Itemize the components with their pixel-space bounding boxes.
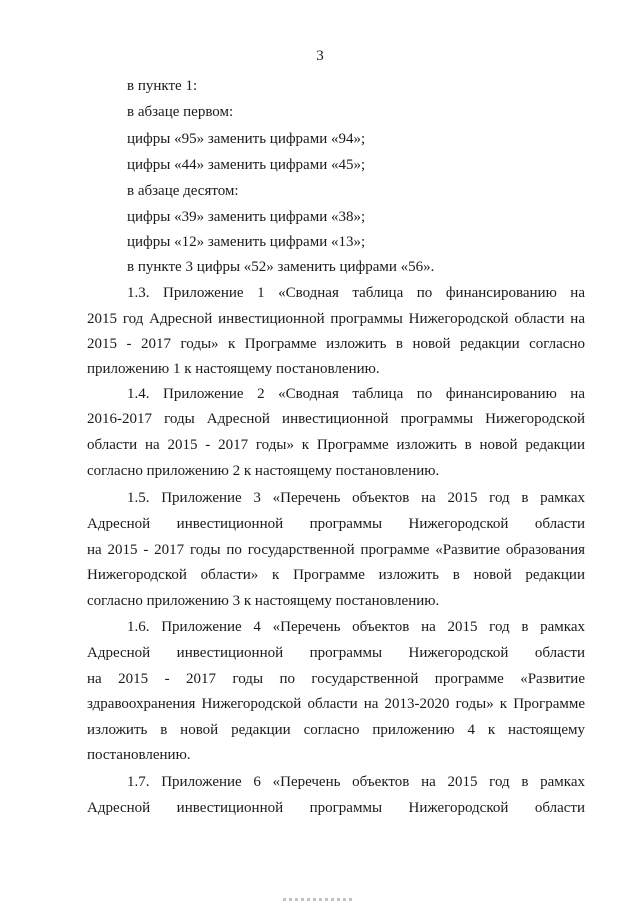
instruction-line: цифры «95» заменить цифрами «94»; bbox=[127, 131, 366, 147]
paragraph-line: 1.6. Приложение 4 «Перечень объектов на 2015 год в рамках bbox=[127, 619, 585, 635]
paragraph-line: изложить в новой редакции согласно приложению 4 к настоящему bbox=[87, 722, 585, 738]
paragraph-line: 1.7. Приложение 6 «Перечень объектов на 2015 год в рамках bbox=[127, 774, 585, 790]
instruction-line: цифры «44» заменить цифрами «45»; bbox=[127, 157, 366, 173]
paragraph-line: 1.3. Приложение 1 «Сводная таблица по финансированию на bbox=[127, 285, 585, 301]
paragraph-line: на 2015 - 2017 годы по государственной программе «Развитие bbox=[87, 671, 585, 687]
paragraph-line: Адресной инвестиционной программы Нижегородской области bbox=[87, 645, 585, 661]
paragraph-line: Адресной инвестиционной программы Нижегородской области bbox=[87, 516, 585, 532]
paragraph-line: Адресной инвестиционной программы Нижегородской области bbox=[87, 800, 585, 816]
paragraph-line: области на 2015 - 2017 годы» к Программе изложить в новой редакции bbox=[87, 437, 585, 453]
instruction-line: в абзаце первом: bbox=[127, 104, 234, 120]
paragraph-line: 2016-2017 годы Адресной инвестиционной программы Нижегородской bbox=[87, 411, 585, 427]
paragraph-line: постановлению. bbox=[87, 747, 191, 763]
paragraph-line: здравоохранения Нижегородской области на 2013-2020 годы» к Программе bbox=[87, 696, 585, 712]
instruction-line: цифры «39» заменить цифрами «38»; bbox=[127, 209, 366, 225]
paragraph-line: Нижегородской области» к Программе изложить в новой редакции bbox=[87, 567, 585, 583]
paragraph-line: 2015 год Адресной инвестиционной программы Нижегородской области на bbox=[87, 311, 585, 327]
instruction-line: в абзаце десятом: bbox=[127, 183, 239, 199]
paragraph-line: 1.4. Приложение 2 «Сводная таблица по финансированию на bbox=[127, 386, 585, 402]
paragraph-line: 2015 - 2017 годы» к Программе изложить в новой редакции согласно bbox=[87, 336, 585, 352]
paragraph-line: приложению 1 к настоящему постановлению. bbox=[87, 361, 380, 377]
instruction-line: цифры «12» заменить цифрами «13»; bbox=[127, 234, 366, 250]
paragraph-line: согласно приложению 2 к настоящему постановлению. bbox=[87, 463, 440, 479]
page-number: 3 bbox=[316, 48, 324, 64]
paragraph-line: на 2015 - 2017 годы по государственной программе «Развитие образования bbox=[87, 542, 585, 558]
paragraph-line: 1.5. Приложение 3 «Перечень объектов на 2015 год в рамках bbox=[127, 490, 585, 506]
paragraph-line: согласно приложению 3 к настоящему постановлению. bbox=[87, 593, 440, 609]
instruction-line: в пункте 3 цифры «52» заменить цифрами «56». bbox=[127, 259, 435, 275]
instruction-line: в пункте 1: bbox=[127, 78, 198, 94]
footer-scan-mark bbox=[283, 898, 353, 901]
